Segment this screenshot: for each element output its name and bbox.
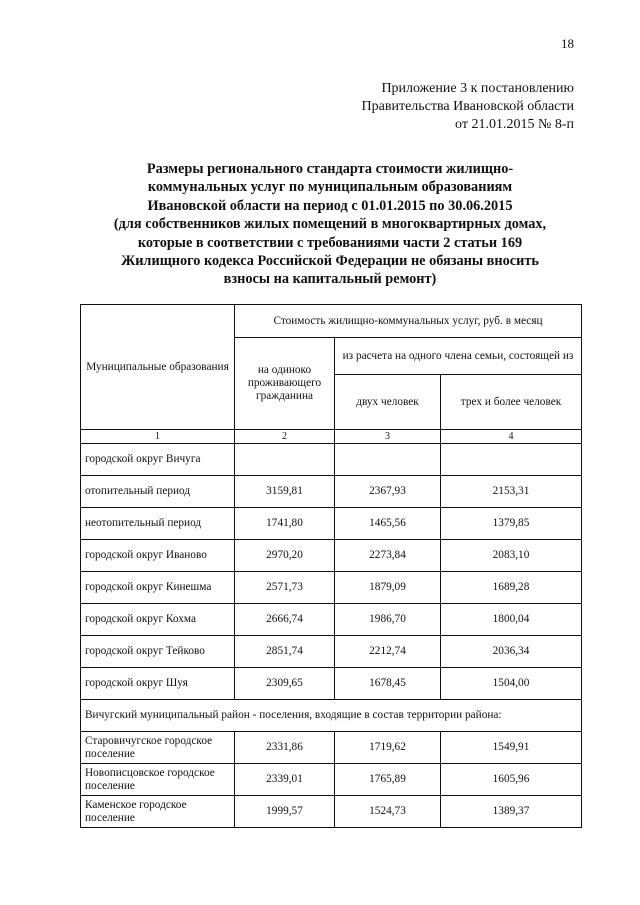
title-line-2: коммунальных услуг по муниципальным образованиям	[147, 179, 513, 196]
title-line-5: которые в соответствии с требованиями части 2 статьи 169	[137, 234, 523, 251]
cell-three-plus: 1605,96	[441, 764, 582, 796]
cell-three-plus: 1800,04	[441, 604, 582, 636]
table-row	[81, 476, 582, 508]
row-name: городской округ Шуя	[81, 668, 235, 700]
header-two-persons: двух человек	[335, 375, 441, 430]
appendix-line-3: от 21.01.2015 № 8-п	[455, 117, 574, 132]
cell-three-plus: 2036,34	[441, 636, 582, 668]
cell-single: 2851,74	[235, 636, 335, 668]
cell-two	[335, 444, 441, 476]
row-name: городской округ Тейково	[81, 636, 235, 668]
cell-two: 2273,84	[335, 540, 441, 572]
table-row	[81, 572, 582, 604]
column-number: 1	[81, 430, 235, 444]
column-number: 4	[441, 430, 582, 444]
cell-three-plus: 2153,31	[441, 476, 582, 508]
row-name: Каменское городское поселение	[81, 796, 235, 828]
table-row	[81, 604, 582, 636]
cell-single: 1999,57	[235, 796, 335, 828]
appendix-line-1: Приложение 3 к постановлению	[381, 81, 574, 96]
title-line-6: Жилищного кодекса Российской Федерации не обязаны вносить	[121, 253, 539, 270]
cell-three-plus	[441, 444, 582, 476]
cell-single: 2331,86	[235, 732, 335, 764]
row-name: неотопительный период	[81, 508, 235, 540]
cell-two: 1765,89	[335, 764, 441, 796]
cost-table	[80, 304, 582, 828]
table-row	[81, 636, 582, 668]
cost-table-container	[80, 304, 581, 828]
appendix-line-2: Правительства Ивановской области	[361, 99, 574, 114]
table-row	[81, 796, 582, 828]
cell-three-plus: 1389,37	[441, 796, 582, 828]
cell-single: 2571,73	[235, 572, 335, 604]
cell-two: 1719,62	[335, 732, 441, 764]
table-row	[81, 764, 582, 796]
column-number: 3	[335, 430, 441, 444]
header-municipal: Муниципальные образования	[81, 305, 235, 430]
cell-two: 1524,73	[335, 796, 441, 828]
title-line-7: взносы на капитальный ремонт)	[223, 271, 437, 288]
row-name: Старовичугское городское поселение	[81, 732, 235, 764]
cell-three-plus: 1379,85	[441, 508, 582, 540]
header-three-plus: трех и более человек	[441, 375, 582, 430]
table-row	[81, 732, 582, 764]
row-name: городской округ Иваново	[81, 540, 235, 572]
table-row	[81, 508, 582, 540]
row-name: городской округ Кинешма	[81, 572, 235, 604]
cell-two: 1465,56	[335, 508, 441, 540]
title-line-3: Ивановской области на период с 01.01.2015 по 30.06.2015	[147, 197, 513, 214]
section-heading: Вичугский муниципальный район - поселения, входящие в состав территории района:	[81, 700, 582, 732]
title-line-4: (для собственников жилых помещений в многоквартирных домах,	[113, 216, 547, 233]
section-row	[81, 700, 582, 732]
header-cost: Стоимость жилищно-коммунальных услуг, руб. в месяц	[235, 305, 582, 338]
cell-single: 2339,01	[235, 764, 335, 796]
row-name: отопительный период	[81, 476, 235, 508]
cell-three-plus: 1504,00	[441, 668, 582, 700]
cell-single: 3159,81	[235, 476, 335, 508]
cell-single	[235, 444, 335, 476]
cell-three-plus: 2083,10	[441, 540, 582, 572]
cell-two: 1986,70	[335, 604, 441, 636]
appendix-reference	[254, 80, 574, 134]
cell-two: 2212,74	[335, 636, 441, 668]
table-row	[81, 444, 582, 476]
row-name: городской округ Кохма	[81, 604, 235, 636]
table-row	[81, 668, 582, 700]
cell-two: 2367,93	[335, 476, 441, 508]
header-single: на одиноко проживающего гражданина	[235, 338, 335, 430]
row-name: Новописцовское городское поселение	[81, 764, 235, 796]
header-per-member: из расчета на одного члена семьи, состоящей из	[335, 338, 582, 375]
table-row	[81, 540, 582, 572]
cell-single: 2666,74	[235, 604, 335, 636]
document-title	[80, 160, 580, 289]
page-number: 18	[561, 36, 574, 51]
row-name: городской округ Вичуга	[81, 444, 235, 476]
cell-two: 1879,09	[335, 572, 441, 604]
cell-single: 1741,80	[235, 508, 335, 540]
cell-three-plus: 1549,91	[441, 732, 582, 764]
cell-three-plus: 1689,28	[441, 572, 582, 604]
cell-two: 1678,45	[335, 668, 441, 700]
cell-single: 2970,20	[235, 540, 335, 572]
title-line-1: Размеры регионального стандарта стоимости жилищно-	[146, 161, 514, 177]
column-number: 2	[235, 430, 335, 444]
cell-single: 2309,65	[235, 668, 335, 700]
